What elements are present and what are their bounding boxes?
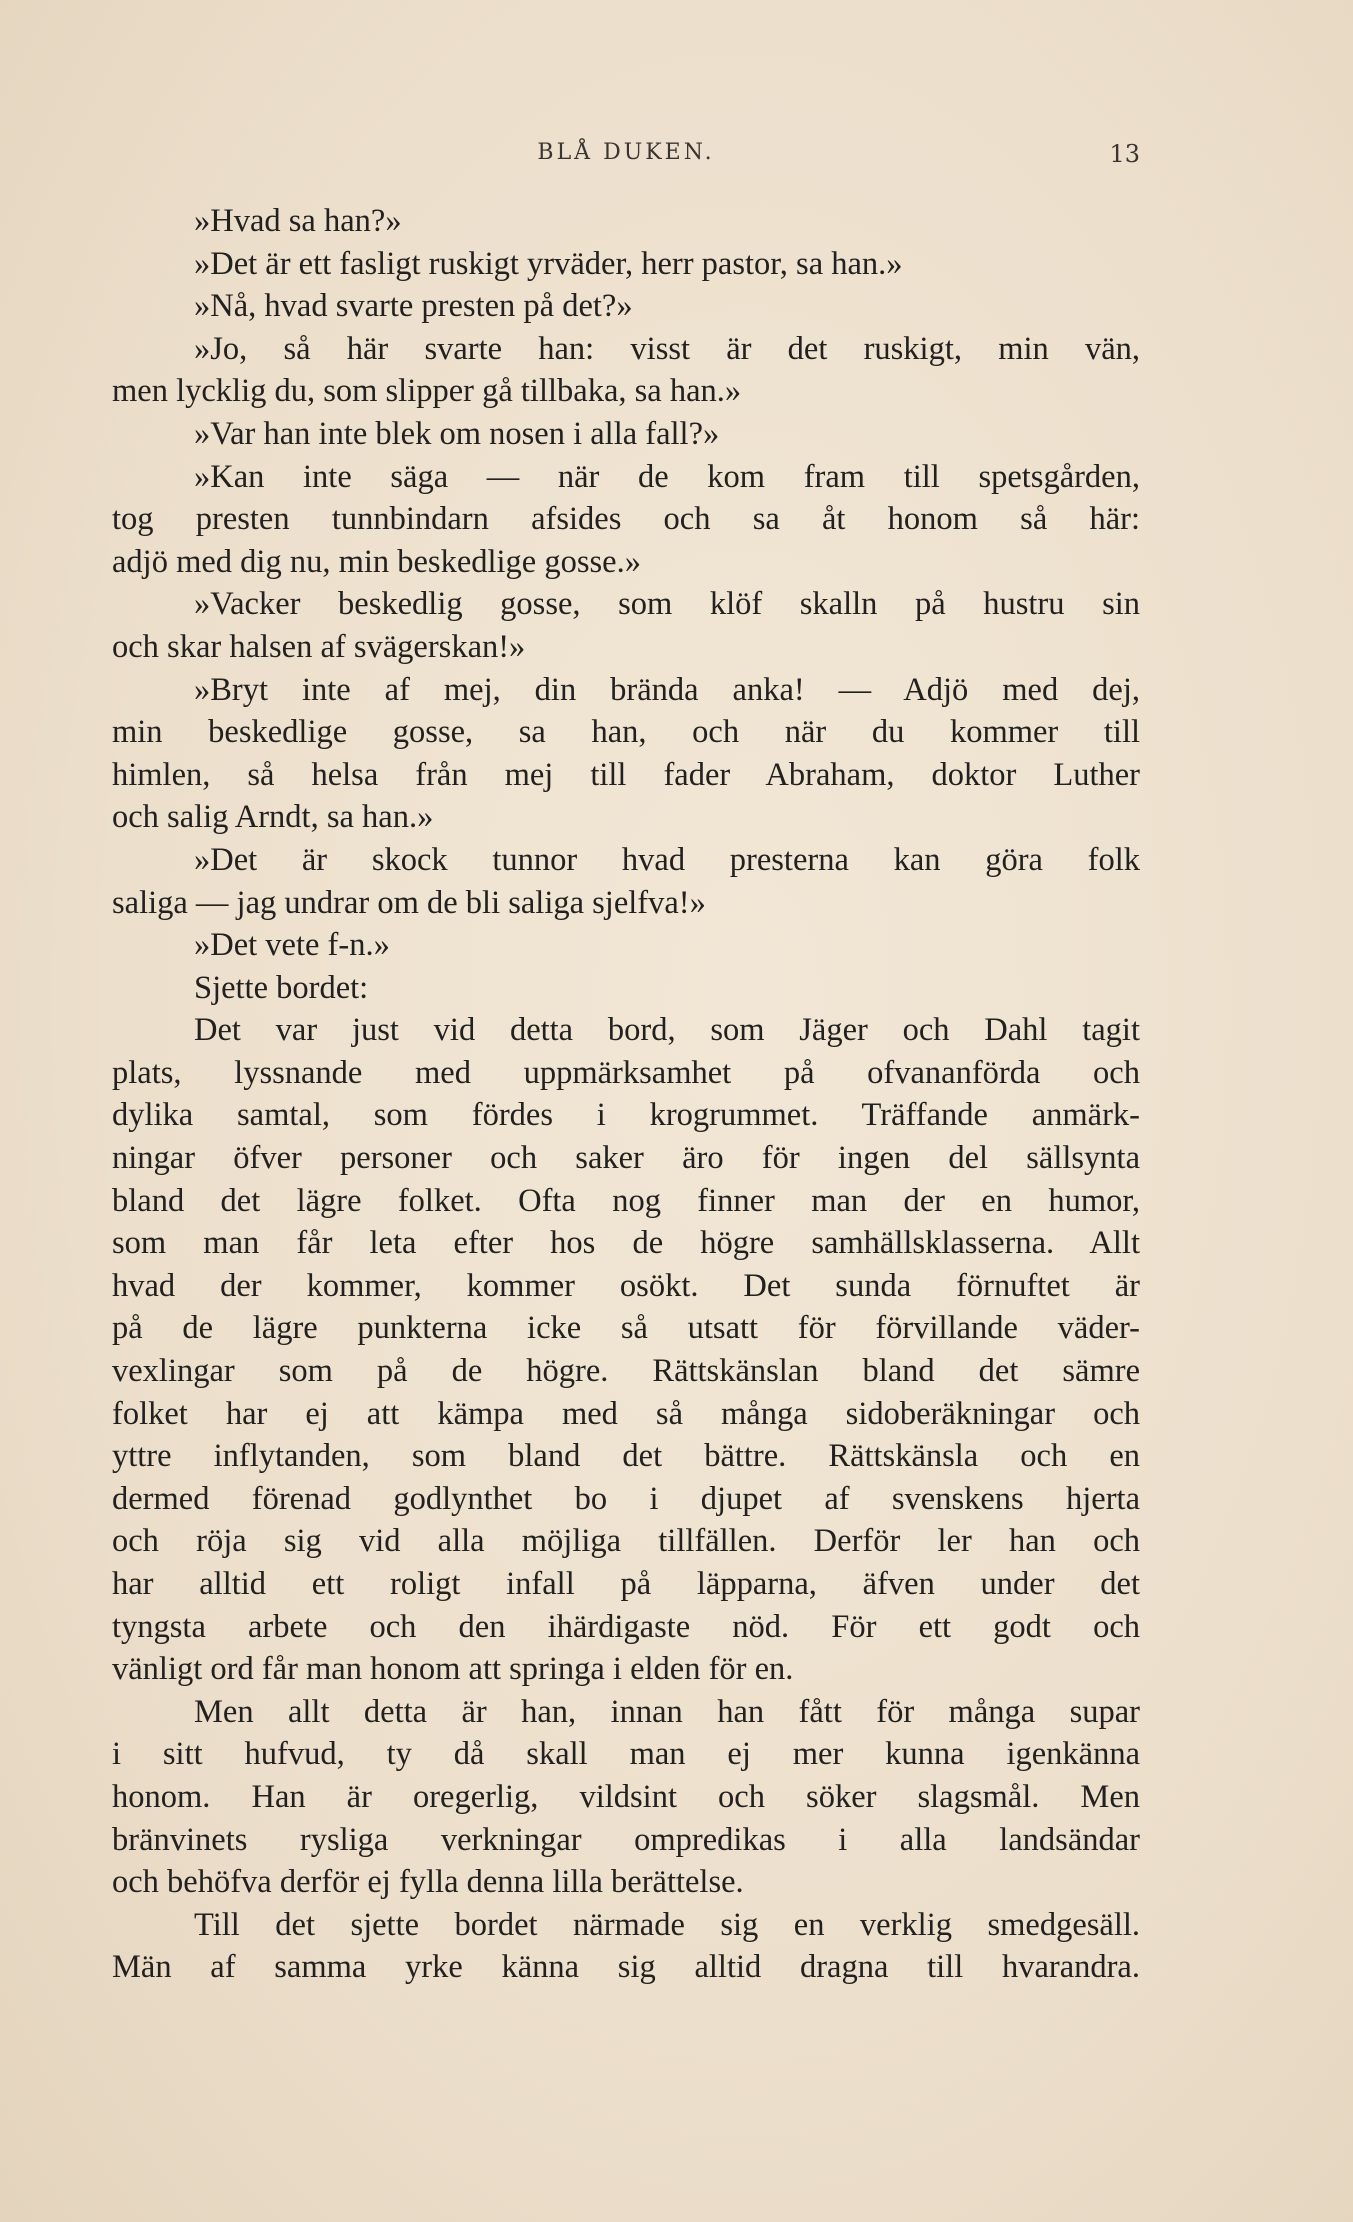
text-line: tyngsta arbete och den ihärdigaste nöd. För ett godt och [112,1608,1140,1645]
text-line: Till det sjette bordet närmade sig en verklig smedgesäll. [194,1906,1140,1943]
text-line: och röja sig vid alla möjliga tillfällen. Derför ler han och [112,1523,1140,1560]
text-line: »Vacker beskedlig gosse, som klöf skalln på hustru sin [194,586,1140,623]
text-line: har alltid ett roligt infall på läpparna, äfven under det [112,1566,1140,1602]
text-line: plats, lyssnande med uppmärksamhet på ofvananförda och [112,1054,1140,1091]
text-line: och skar halsen af svägerskan!» [112,628,526,665]
text-line: men lycklig du, som slipper gå tillbaka, sa han.» [112,373,742,410]
text-line: på de lägre punkterna icke så utsatt för förvillande väder- [112,1310,1140,1347]
text-line: Det var just vid detta bord, som Jäger och Dahl tagit [194,1012,1140,1049]
text-line: och behöfva derför ej fylla denna lilla berättelse. [112,1864,744,1901]
page-header [112,140,1140,180]
body-text [112,200,1140,1989]
text-line: »Det vete f-n.» [194,927,390,964]
text-line: »Det är ett fasligt ruskigt yrväder, herr pastor, sa han.» [194,245,903,282]
text-line: vänligt ord får man honom att springa i elden för en. [112,1651,794,1688]
text-line: tog presten tunnbindarn afsides och sa åt honom så här: [112,501,1140,538]
text-line: »Hvad sa han?» [194,203,402,239]
text-line: ningar öfver personer och saker äro för ingen del sällsynta [112,1140,1140,1177]
page-number: 13 [1109,140,1140,168]
text-line: »Kan inte säga — när de kom fram till spetsgården, [194,458,1140,495]
text-line: saliga — jag undrar om de bli saliga sjelfva!» [112,884,706,921]
text-line: himlen, så helsa från mej till fader Abraham, doktor Luther [112,756,1140,793]
text-line: och salig Arndt, sa han.» [112,799,434,836]
text-line: dermed förenad godlynthet bo i djupet af svenskens hjerta [112,1480,1140,1517]
text-line: Men allt detta är han, innan han fått för många supar [194,1693,1140,1730]
text-line: i sitt hufvud, ty då skall man ej mer kunna igenkänna [112,1736,1140,1773]
text-line: Män af samma yrke känna sig alltid dragna till hvarandra. [112,1949,1140,1986]
text-line: bränvinets rysliga verkningar ompredikas i alla landsändar [112,1821,1140,1858]
text-line: som man får leta efter hos de högre samhällsklasserna. Allt [112,1225,1140,1262]
text-line: adjö med dig nu, min beskedlige gosse.» [112,543,641,580]
text-line: vexlingar som på de högre. Rättskänslan bland det sämre [112,1353,1140,1390]
text-line: hvad der kommer, kommer osökt. Det sunda förnuftet är [112,1267,1140,1304]
text-line: »Nå, hvad svarte presten på det?» [194,288,633,325]
text-line: »Jo, så här svarte han: visst är det ruskigt, min vän, [194,330,1140,367]
text-line: yttre inflytanden, som bland det bättre. Rättskänsla och en [112,1438,1140,1475]
text-line: dylika samtal, som fördes i krogrummet. Träffande anmärk- [112,1097,1140,1134]
text-line: Sjette bordet: [194,969,369,1006]
text-line: »Var han inte blek om nosen i alla fall?» [194,415,720,452]
text-line: »Bryt inte af mej, din brända anka! — Adjö med dej, [194,671,1140,708]
running-title: BLÅ DUKEN. [537,140,715,165]
text-line: bland det lägre folket. Ofta nog finner man der en humor, [112,1182,1140,1219]
text-line: min beskedlige gosse, sa han, och när du kommer till [112,714,1140,751]
text-line: honom. Han är oregerlig, vildsint och söker slagsmål. Men [112,1778,1140,1815]
text-line: folket har ej att kämpa med så många sidoberäkningar och [112,1395,1140,1432]
text-line: »Det är skock tunnor hvad presterna kan göra folk [194,841,1140,878]
